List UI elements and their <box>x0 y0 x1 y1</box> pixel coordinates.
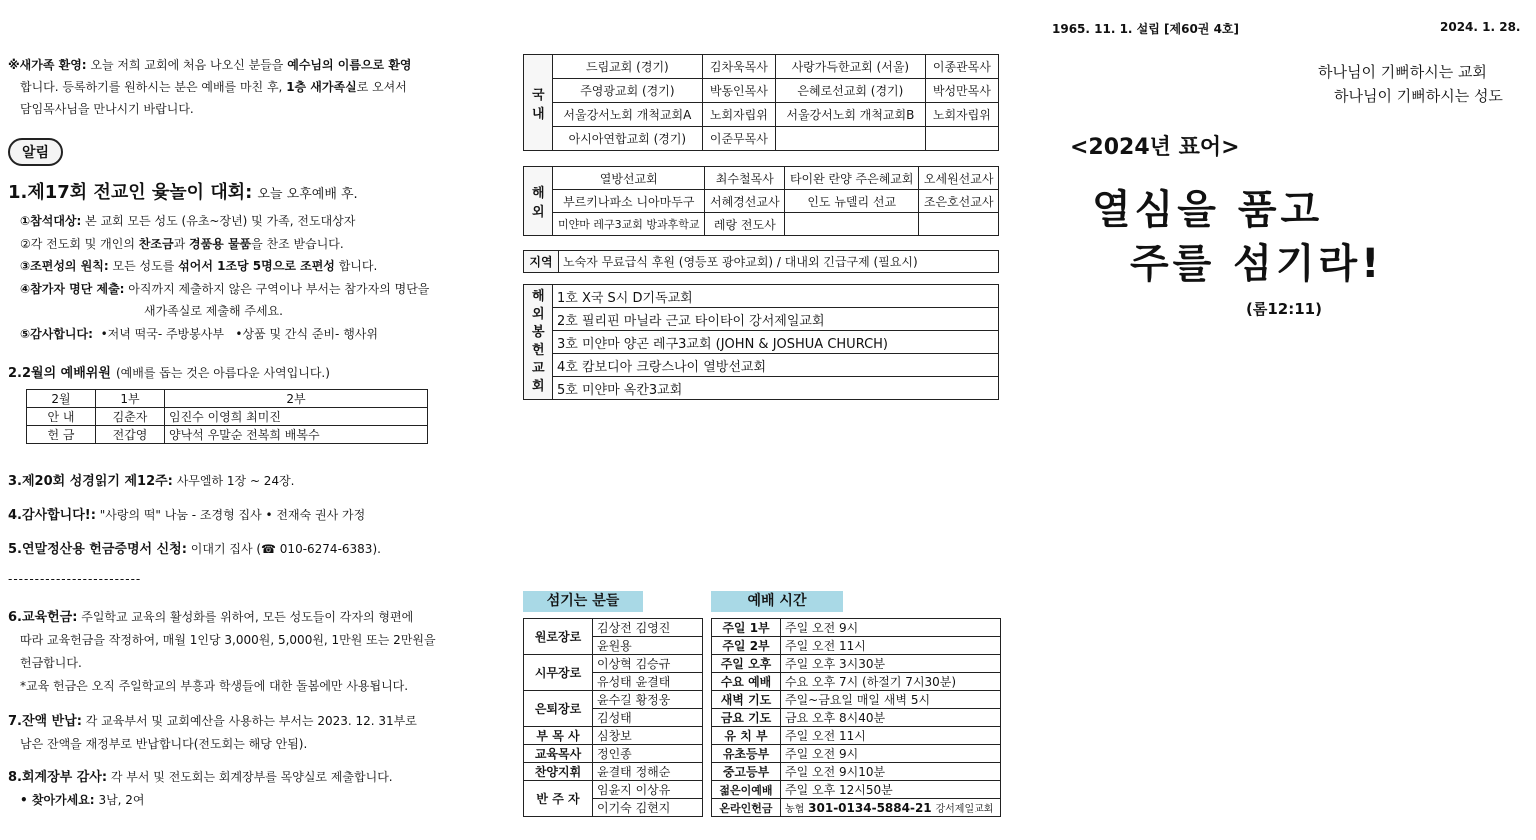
online-bank: 농협 <box>785 804 805 815</box>
table-cell: 조은호선교사 <box>919 190 999 213</box>
table-cell: 레랑 전도사 <box>705 213 785 236</box>
time-cell: 주일 오전 11시 <box>781 637 1001 655</box>
names-cell: 정인종 <box>593 745 703 763</box>
time-cell: 주일 오전 9시10분 <box>781 763 1001 781</box>
table-row <box>524 331 999 354</box>
table-header-row <box>27 390 428 408</box>
welcome-label: ※새가족 환영: <box>8 58 87 72</box>
time-cell: 주일 오후 3시30분 <box>781 655 1001 673</box>
table-cell: 은혜로선교회 (경기) <box>775 79 925 103</box>
names-cell: 윤수길 황정웅 <box>593 691 703 709</box>
notice-8-text: 각 부서 및 전도회는 회계장부를 목양실로 제출합니다. <box>110 770 393 784</box>
names-cell: 임윤지 이상유 <box>593 781 703 799</box>
notice-3-title: 3.제20회 성경읽기 제12주: <box>8 474 173 489</box>
time-cell: 금요 오후 8시40분 <box>781 709 1001 727</box>
domestic-label <box>524 55 553 151</box>
table-row <box>524 167 999 190</box>
notice-badge: 알림 <box>8 138 63 166</box>
notice-6 <box>8 606 513 698</box>
table-row <box>712 691 1001 709</box>
time-cell: 주일 오전 9시 <box>781 745 1001 763</box>
table-row <box>712 619 1001 637</box>
visit-label: • 찾아가세요: <box>20 793 95 807</box>
issue-date: 2024. 1. 28. <box>1440 20 1521 34</box>
table-row <box>712 727 1001 745</box>
table-row <box>524 55 999 79</box>
domestic-label-text: 국내 <box>532 87 545 122</box>
notice-2-title: 2.2월의 예배위원 <box>8 366 111 381</box>
names-cell: 유성태 윤결태 <box>593 673 703 691</box>
table-cell: 4호 캄보디아 크랑스나이 열방선교회 <box>553 354 999 377</box>
notice-6-text-3: 헌금합니다. <box>20 656 82 670</box>
notice-3 <box>8 470 295 489</box>
table-cell: 인도 뉴델리 선교 <box>785 190 919 213</box>
table-cell: 아시아연합교회 (경기) <box>553 127 703 151</box>
service-cell: 유 치 부 <box>712 727 781 745</box>
table-row <box>712 799 1001 817</box>
online-account: 301-0134-5884-21 <box>808 801 932 815</box>
table-row <box>524 190 999 213</box>
table-cell: 5호 미얀마 옥칸3교회 <box>553 377 999 400</box>
table-cell: 최수철목사 <box>705 167 785 190</box>
table-cell: 열방선교회 <box>553 167 705 190</box>
divider: ------------------------- <box>8 572 142 586</box>
names-cell: 이상혁 김승규 <box>593 655 703 673</box>
welcome-room: 1층 새가족실 <box>286 80 357 94</box>
table-row <box>712 655 1001 673</box>
table-cell: 이종관목사 <box>925 55 998 79</box>
notice-4 <box>8 504 365 523</box>
table-row <box>524 763 703 781</box>
table-row <box>524 103 999 127</box>
table-row <box>524 127 999 151</box>
table-cell: 오세원선교사 <box>919 167 999 190</box>
time-cell: 수요 오후 7시 (하절기 7시30분) <box>781 673 1001 691</box>
table-cell: 전갑영 <box>96 426 165 444</box>
table-cell: 노회자립위 <box>925 103 998 127</box>
region-text: 노숙자 무료급식 후원 (영등포 광야교회) / 대내외 긴급구제 (필요시) <box>559 251 999 273</box>
table-row <box>524 619 703 637</box>
table-row <box>524 691 703 709</box>
n1-item-2-emph: 찬조금 <box>138 236 174 251</box>
table-cell: 서울강서노회 개척교회B <box>775 103 925 127</box>
table-row <box>712 709 1001 727</box>
time-cell: 주일 오후 12시50분 <box>781 781 1001 799</box>
service-cell: 금요 기도 <box>712 709 781 727</box>
welcome-emph: 예수님의 이름으로 환영 <box>287 58 412 72</box>
notice-7-title: 7.잔액 반납: <box>8 714 82 729</box>
notice-7 <box>8 710 513 756</box>
welcome-text-4: 담임목사님을 만나시기 바랍니다. <box>20 102 194 116</box>
n1-item-4-text-b: 새가족실로 제출해 주세요. <box>144 304 283 318</box>
n1-item-2-emph-b: 경품용 물품 <box>188 236 252 251</box>
notice-2-suffix: (예배를 돕는 것은 아름다운 사역입니다.) <box>116 366 330 380</box>
n1-item-5-text-b: •상품 및 간식 준비- 행사위 <box>235 326 378 341</box>
table-cell: 김차욱목사 <box>702 55 775 79</box>
notice-5-title: 5.연말정산용 헌금증명서 신청: <box>8 542 187 557</box>
service-cell: 새벽 기도 <box>712 691 781 709</box>
table-row <box>524 213 999 236</box>
worship-times-table <box>711 618 1001 817</box>
n1-item-5-label: ⑤감사합니다: <box>20 326 93 341</box>
service-cell: 주일 2부 <box>712 637 781 655</box>
role-cell: 교육목사 <box>524 745 593 763</box>
table-row <box>27 426 428 444</box>
role-cell: 반 주 자 <box>524 781 593 817</box>
worship-title: 예배 시간 <box>711 591 843 612</box>
notice-1-title: 1.제17회 전교인 윷놀이 대회: <box>8 182 253 203</box>
notice-8 <box>8 766 513 812</box>
table-cell: 이준무목사 <box>702 127 775 151</box>
role-cell: 은퇴장로 <box>524 691 593 727</box>
service-cell: 수요 예배 <box>712 673 781 691</box>
role-cell: 찬양지휘 <box>524 763 593 781</box>
names-cell: 김성태 <box>593 709 703 727</box>
names-cell: 심창보 <box>593 727 703 745</box>
table-cell: 박동인목사 <box>702 79 775 103</box>
motto-reference: (롬12:11) <box>1246 300 1322 318</box>
welcome-notice <box>8 54 513 120</box>
church-motto-2: 하나님이 기뻐하시는 성도 <box>1334 87 1503 105</box>
table-cell: 양낙석 우말순 전복희 배복수 <box>165 426 428 444</box>
welcome-text-3: 로 오셔서 <box>356 80 407 94</box>
table-cell: 노회자립위 <box>702 103 775 127</box>
n1-item-3-text-b: 합니다. <box>338 259 378 273</box>
church-motto-1: 하나님이 기뻐하시는 교회 <box>1318 63 1487 81</box>
visit-value: 3남, 2여 <box>98 793 145 807</box>
mission-label <box>524 285 553 400</box>
servants-title: 섬기는 분들 <box>523 591 643 612</box>
table-row <box>524 354 999 377</box>
table-cell: 타이완 란양 주은혜교회 <box>785 167 919 190</box>
table-cell: 부르키나파소 니아마두구 <box>553 190 705 213</box>
role-cell: 시무장로 <box>524 655 593 691</box>
table-cell <box>919 213 999 236</box>
notice-6-text-2: 따라 교육헌금을 작정하여, 매월 1인당 3,000원, 5,000원, 1만원 또는 2만원을 <box>20 633 436 647</box>
motto-line-1: 열심을 품고 <box>1092 187 1324 233</box>
service-cell: 젊은이예배 <box>712 781 781 799</box>
table-row <box>524 781 703 799</box>
table-row <box>27 408 428 426</box>
n1-item-5-text: •저녁 떡국- 주방봉사부 <box>100 326 224 341</box>
motto-title: <2024년 표어> <box>1070 135 1240 160</box>
table-row <box>712 673 1001 691</box>
table-header-cell: 2월 <box>27 390 96 408</box>
table-row <box>524 308 999 331</box>
domestic-missions-table <box>523 54 999 151</box>
n1-item-1-label: ①참석대상: <box>20 214 82 228</box>
table-row <box>524 79 999 103</box>
notice-3-text: 사무엘하 1장 ~ 24장. <box>176 474 295 488</box>
table-header-cell: 1부 <box>96 390 165 408</box>
notice-4-text: "사랑의 떡" 나눔 - 조경형 집사 • 전재숙 권사 가정 <box>99 508 366 522</box>
online-holder: 강서제일교회 <box>935 804 994 815</box>
n1-item-4-label: ④참가자 명단 제출: <box>20 281 125 296</box>
service-cell: 중고등부 <box>712 763 781 781</box>
time-cell: 주일~금요일 매일 새벽 5시 <box>781 691 1001 709</box>
region-label: 지역 <box>524 251 559 273</box>
role-cell: 부 목 사 <box>524 727 593 745</box>
notice-1-suffix: 오늘 오후예배 후. <box>257 187 358 202</box>
service-cell: 유초등부 <box>712 745 781 763</box>
notice-1 <box>8 178 513 204</box>
overseas-label <box>524 167 553 236</box>
table-row <box>524 251 999 273</box>
table-row <box>524 745 703 763</box>
table-cell: 드림교회 (경기) <box>553 55 703 79</box>
role-cell: 원로장로 <box>524 619 593 655</box>
table-cell <box>775 127 925 151</box>
region-table <box>523 250 999 273</box>
notice-4-title: 4.감사합니다!: <box>8 508 96 523</box>
table-cell: 안 내 <box>27 408 96 426</box>
table-cell: 박성만목사 <box>925 79 998 103</box>
table-cell: 주영광교회 (경기) <box>553 79 703 103</box>
n1-item-4-text: 아직까지 제출하지 않은 구역이나 부서는 참가자의 명단을 <box>128 281 430 296</box>
notice-7-text-2: 남은 잔액을 재정부로 반납합니다(전도회는 해당 안됨). <box>20 737 308 751</box>
table-row <box>712 763 1001 781</box>
table-cell <box>925 127 998 151</box>
founded-info: 1965. 11. 1. 설립 [제60권 4호] <box>1052 22 1239 36</box>
servants-table <box>523 618 703 817</box>
welcome-text-2: 합니다. 등록하기를 원하시는 분은 예배를 마친 후, <box>20 80 283 94</box>
table-cell: 임진수 이영희 최미진 <box>165 408 428 426</box>
online-offering-label: 온라인헌금 <box>712 799 781 817</box>
names-cell: 김상전 김영진 <box>593 619 703 637</box>
names-cell: 윤원용 <box>593 637 703 655</box>
table-cell <box>785 213 919 236</box>
table-cell: 서혜경선교사 <box>705 190 785 213</box>
table-row <box>712 637 1001 655</box>
service-cell: 주일 1부 <box>712 619 781 637</box>
table-cell: 1호 X국 S시 D기독교회 <box>553 285 999 308</box>
table-cell: 2호 필리핀 마닐라 근교 타이타이 강서제일교회 <box>553 308 999 331</box>
notice-6-text-1: 주일학교 교육의 활성화를 위하여, 모든 성도들이 각자의 형편에 <box>81 610 414 624</box>
names-cell: 이기숙 김현지 <box>593 799 703 817</box>
table-row <box>712 781 1001 799</box>
overseas-label-text: 해외 <box>532 186 545 220</box>
table-row <box>712 745 1001 763</box>
notice-5 <box>8 538 381 557</box>
welcome-text: 오늘 저희 교회에 처음 나오신 분들을 <box>90 58 284 72</box>
n1-item-2-text-b: 과 <box>173 236 186 251</box>
n1-item-1-text: 본 교회 모든 성도 (유초~장년) 및 가족, 전도대상자 <box>85 214 356 228</box>
notice-8-title: 8.회계장부 감사: <box>8 770 108 785</box>
service-cell: 주일 오후 <box>712 655 781 673</box>
notice-7-text-1: 각 교육부서 및 교회예산을 사용하는 부서는 2023. 12. 31부로 <box>85 714 417 728</box>
worship-duty-table <box>26 389 428 444</box>
table-cell: 사랑가득한교회 (서울) <box>775 55 925 79</box>
names-cell: 윤결태 정해순 <box>593 763 703 781</box>
n1-item-3-text: 모든 성도를 <box>112 259 175 273</box>
table-cell: 미얀마 레구3교회 방과후학교 <box>553 213 705 236</box>
time-cell: 주일 오전 11시 <box>781 727 1001 745</box>
n1-item-3-emph: 섞어서 1조당 5명으로 조편성 <box>178 259 335 273</box>
table-row <box>524 727 703 745</box>
n1-item-2-text-c: 을 찬조 받습니다. <box>251 236 344 251</box>
table-cell: 헌 금 <box>27 426 96 444</box>
table-header-cell: 2부 <box>165 390 428 408</box>
table-row <box>524 655 703 673</box>
overseas-missions-table <box>523 166 999 236</box>
table-row <box>524 285 999 308</box>
table-cell: 서울강서노회 개척교회A <box>553 103 703 127</box>
n1-item-2-text: ②각 전도회 및 개인의 <box>20 236 135 251</box>
time-cell: 주일 오전 9시 <box>781 619 1001 637</box>
mission-churches-table <box>523 284 999 400</box>
n1-item-3-label: ③조편성의 원칙: <box>20 259 109 273</box>
motto-line-2: 주를 섬기라! <box>1130 241 1384 287</box>
table-cell: 3호 미얀마 양곤 레구3교회 (JOHN & JOSHUA CHURCH) <box>553 331 999 354</box>
mission-label-text: 해외봉헌교회 <box>532 289 545 394</box>
notice-6-text-4: *교육 헌금은 오직 주일학교의 부흥과 학생들에 대한 돌봄에만 사용됩니다. <box>20 679 409 693</box>
notice-6-title: 6.교육헌금: <box>8 610 78 625</box>
notice-5-text: 이대기 집사 (☎ 010-6274-6383). <box>190 542 381 556</box>
table-row <box>524 377 999 400</box>
table-cell: 김춘자 <box>96 408 165 426</box>
